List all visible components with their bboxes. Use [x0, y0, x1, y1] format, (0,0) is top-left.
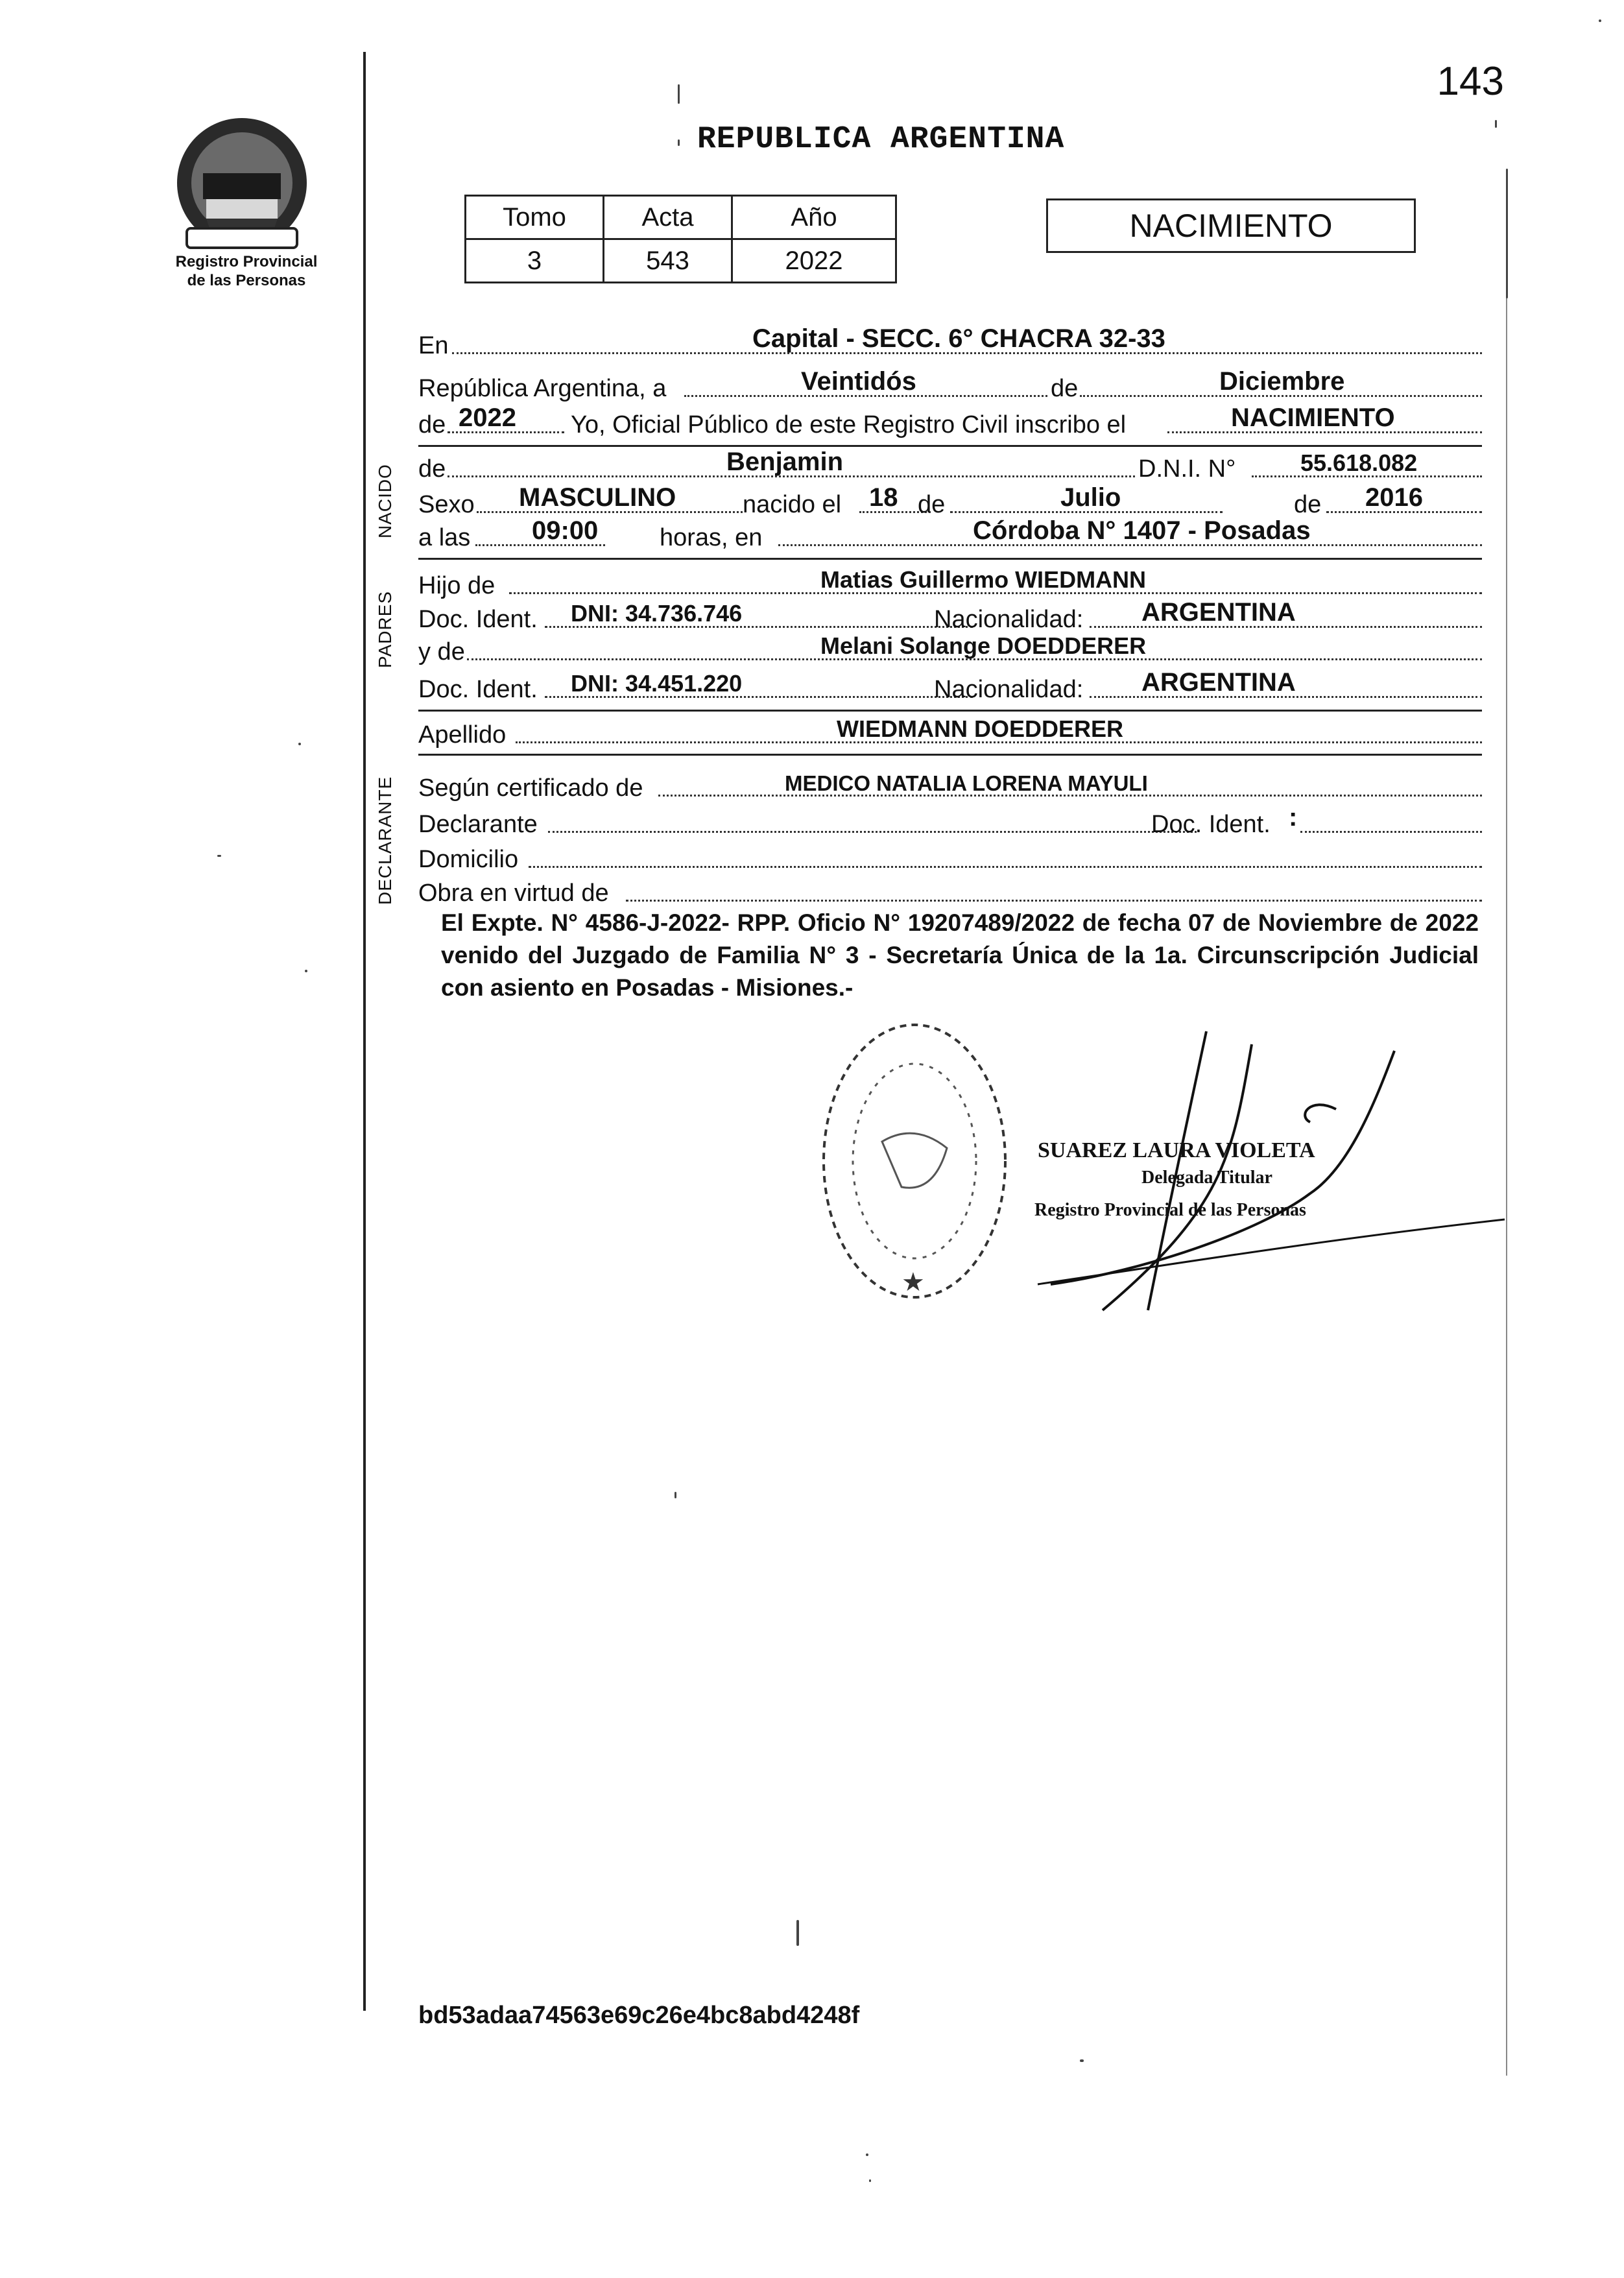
side-label-born: NACIDO: [375, 464, 395, 538]
scan-speck: [866, 2153, 868, 2156]
mother-value: Melani Solange DOEDDERER: [820, 632, 1147, 659]
scan-speck: [217, 855, 221, 857]
birth-year-value: 2016: [1365, 483, 1423, 512]
record-header-tomo: Tomo: [466, 196, 604, 239]
section-divider: [418, 754, 1482, 756]
field-row-declarant: [418, 803, 1482, 842]
father-nat-value: ARGENTINA: [1141, 598, 1296, 627]
section-divider: [418, 710, 1482, 712]
certificate-value: MEDICO NATALIA LORENA MAYULI: [785, 771, 1148, 795]
inscription-type-value: NACIMIENTO: [1231, 403, 1395, 432]
scan-speck: [298, 743, 301, 745]
father-nat-label: Nacionalidad:: [934, 606, 1084, 633]
scan-speck: [1080, 2059, 1084, 2062]
field-row-place: [418, 324, 1482, 363]
dni-value: 55.618.082: [1300, 450, 1418, 476]
record-value-ano: 2022: [732, 239, 896, 283]
mother-nat-value: ARGENTINA: [1141, 668, 1296, 697]
side-label-declarant: DECLARANTE: [375, 776, 395, 905]
year-value: 2022: [459, 403, 516, 432]
domicilio-label: Domicilio: [418, 846, 519, 873]
scan-speck: [675, 1492, 676, 1498]
field-row-basis: [418, 872, 1482, 911]
signer-org: Registro Provincial de las Personas: [1034, 1200, 1306, 1220]
mother-doc-label: Doc. Ident.: [418, 676, 538, 703]
birth-day-value: 18: [869, 483, 898, 512]
page-number: 143: [1437, 59, 1504, 104]
father-doc-label: Doc. Ident.: [418, 606, 538, 633]
father-doc-value: DNI: 34.736.746: [571, 600, 743, 627]
father-value: Matias Guillermo WIEDMANN: [820, 566, 1147, 593]
en-label: En: [418, 332, 449, 359]
sex-value: MASCULINO: [519, 483, 676, 512]
apellido-label: Apellido: [418, 721, 507, 749]
coat-of-arms-icon: [167, 112, 316, 261]
signer-name: SUAREZ LAURA VIOLETA: [1038, 1138, 1315, 1162]
section-divider: [418, 445, 1482, 447]
field-row-surname: [418, 713, 1482, 752]
signer-role: Delegada Titular: [1141, 1168, 1272, 1188]
dni-label: D.N.I. N°: [1138, 455, 1236, 483]
field-row-certificate: [418, 767, 1482, 806]
mother-nat-label: Nacionalidad:: [934, 676, 1084, 703]
record-table: [464, 195, 897, 283]
scan-speck: [678, 84, 680, 104]
de-label-1: de: [1051, 375, 1079, 402]
de-label-2: de: [418, 411, 446, 438]
segun-label: Según certificado de: [418, 774, 643, 802]
horas-label: horas, en: [660, 524, 763, 551]
field-row-mother-doc: [418, 668, 1482, 707]
scan-speck: [1506, 169, 1508, 298]
scan-speck: [796, 1920, 799, 1946]
de-label-3: de: [418, 455, 446, 483]
field-row-address: [418, 838, 1482, 877]
declarant-doc-label: Doc. Ident.: [1151, 811, 1271, 838]
side-label-parents: PADRES: [375, 590, 395, 668]
record-value-acta: 543: [604, 239, 732, 283]
republica-label: República Argentina, a: [418, 375, 667, 402]
declarant-doc-mark: :: [1289, 803, 1298, 832]
de-label-4: de: [918, 491, 946, 518]
registry-label-line-1: Registro Provincial: [175, 253, 318, 270]
oficial-text: Yo, Oficial Público de este Registro Civil inscribo el: [571, 411, 1127, 438]
scan-speck: [1495, 120, 1497, 128]
birth-place-value: Córdoba N° 1407 - Posadas: [973, 516, 1311, 545]
scan-speck: [305, 970, 307, 972]
svg-text:★: ★: [902, 1268, 925, 1297]
hijo-label: Hijo de: [418, 572, 496, 599]
birth-month-value: Julio: [1060, 483, 1121, 512]
scan-speck: [678, 139, 680, 146]
first-name-value: Benjamin: [726, 448, 844, 476]
scan-speck: [869, 2179, 871, 2182]
record-header-acta: Acta: [604, 196, 732, 239]
y-de-label: y de: [418, 638, 465, 665]
record-value-tomo: 3: [466, 239, 604, 283]
document-hash: bd53adaa74563e69c26e4bc8abd4248f: [418, 2002, 860, 2029]
a-las-label: a las: [418, 524, 471, 551]
field-row-inscription: [418, 403, 1482, 442]
mother-doc-value: DNI: 34.451.220: [571, 670, 743, 697]
header-title: REPUBLICA ARGENTINA: [697, 122, 1065, 157]
surname-value: WIEDMANN DOEDDERER: [837, 715, 1124, 742]
place-value: Capital - SECC. 6° CHACRA 32-33: [752, 324, 1165, 353]
left-margin-rule: [363, 52, 366, 2011]
time-value: 09:00: [532, 516, 599, 545]
registry-label-line-2: de las Personas: [187, 271, 306, 289]
field-row-time-place: [418, 516, 1482, 555]
field-row-date: [418, 367, 1482, 406]
field-row-father: [418, 564, 1482, 603]
field-row-name: [418, 448, 1482, 486]
registry-label: [143, 253, 350, 291]
day-words-value: Veintidós: [801, 367, 916, 396]
declarante-label: Declarante: [418, 811, 538, 838]
sexo-label: Sexo: [418, 491, 475, 518]
nacido-label: nacido el: [743, 491, 842, 518]
de-label-5: de: [1294, 491, 1322, 518]
record-header-ano: Año: [732, 196, 896, 239]
section-divider: [418, 558, 1482, 560]
field-row-mother: [418, 630, 1482, 669]
scan-speck: [1599, 19, 1601, 22]
record-type-box: NACIMIENTO: [1046, 198, 1416, 253]
obra-label: Obra en virtud de: [418, 880, 609, 907]
legal-note: El Expte. N° 4586-J-2022- RPP. Oficio N° 19207489/2022 de fecha 07 de Noviembre de 2022 venido del Juzgado de Familia N° 3 - Secretaría Única de la 1a. Circunscripción Judicial con asiento en Posadas - Misiones.-: [441, 909, 1479, 1001]
month-value: Diciembre: [1219, 367, 1345, 396]
